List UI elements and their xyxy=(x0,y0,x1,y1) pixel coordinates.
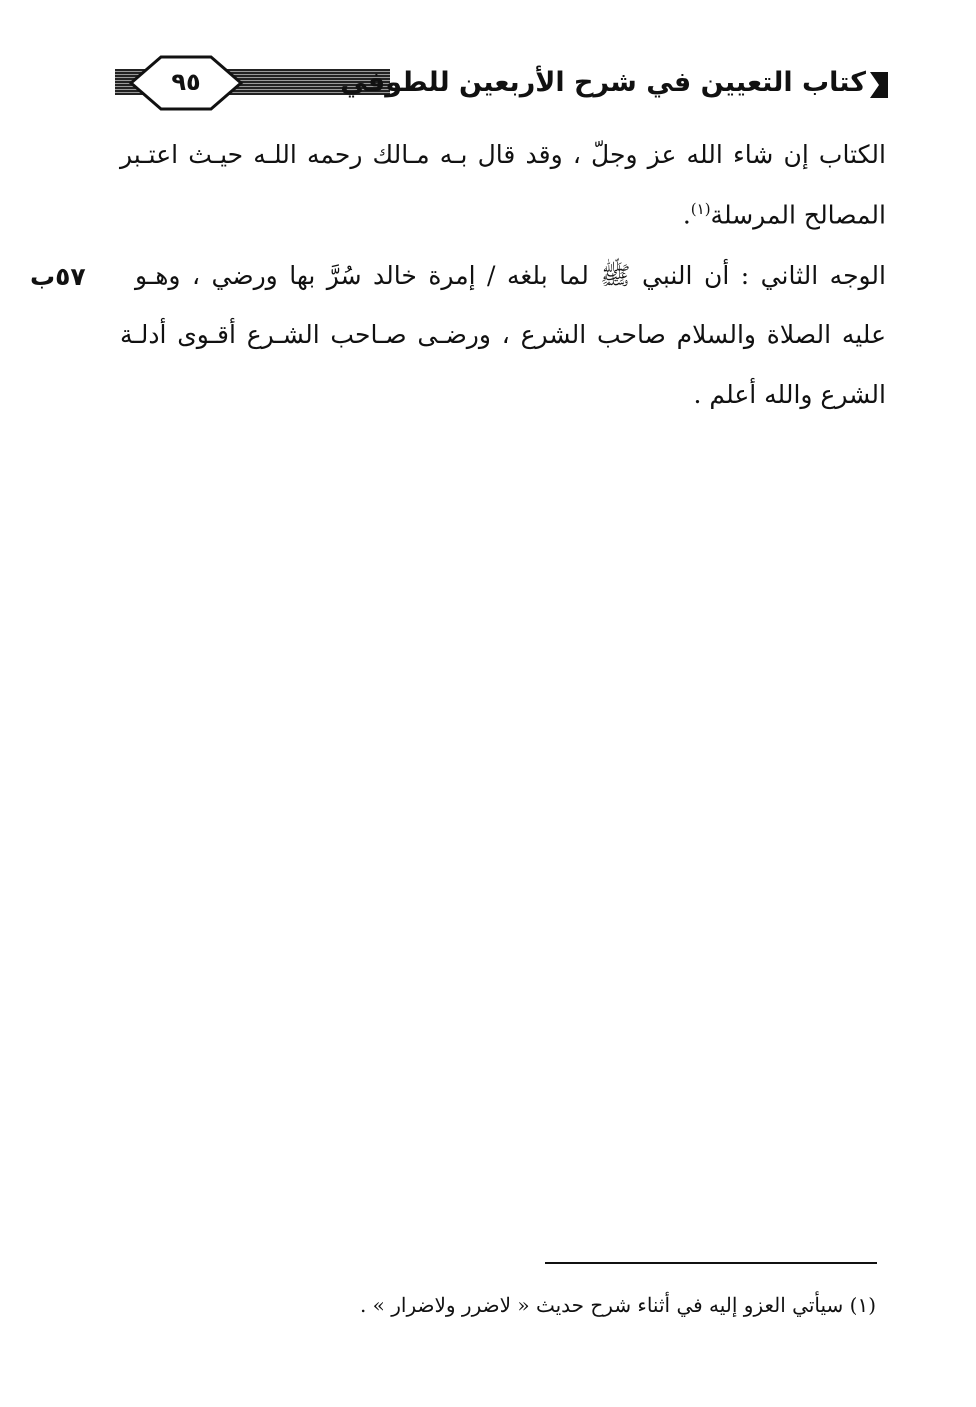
body-line-2-end: . xyxy=(682,200,691,230)
footnote-reference: (١) xyxy=(690,200,711,218)
body-line-4: عليه الصلاة والسلام صاحب الشرع ، ورضـى صـاحب الشـرع أقـوى أدلـة xyxy=(120,320,886,349)
book-title: كتاب التعيين في شرح الأربعين للطوفي xyxy=(340,67,866,98)
footnote: (١) سيأتي العزو إليه في أثناء شرح حديث « لاضرر ولاضرار » . xyxy=(359,1293,876,1317)
body-line-2-text: المصالح المرسلة xyxy=(710,200,886,230)
page-header xyxy=(0,0,976,120)
body-line-5: الشرع والله أعلم . xyxy=(693,380,886,409)
body-line-2 xyxy=(683,200,886,229)
body-line-3: الوجه الثاني : أن النبي ﷺ لما بلغه / إمرة خالد سُرَّ بها ورضي ، وهـو xyxy=(135,261,886,290)
footnote-divider xyxy=(545,1262,877,1264)
corner-ornament-icon xyxy=(870,72,888,98)
manuscript-folio-note: ٥٧ب xyxy=(30,262,86,291)
page-number: ٩٥ xyxy=(171,68,201,96)
body-line-1: الكتاب إن شاء الله عز وجلّ ، وقد قال بـه مـالك رحمه اللـه حيـث اعتـبر xyxy=(120,140,886,169)
